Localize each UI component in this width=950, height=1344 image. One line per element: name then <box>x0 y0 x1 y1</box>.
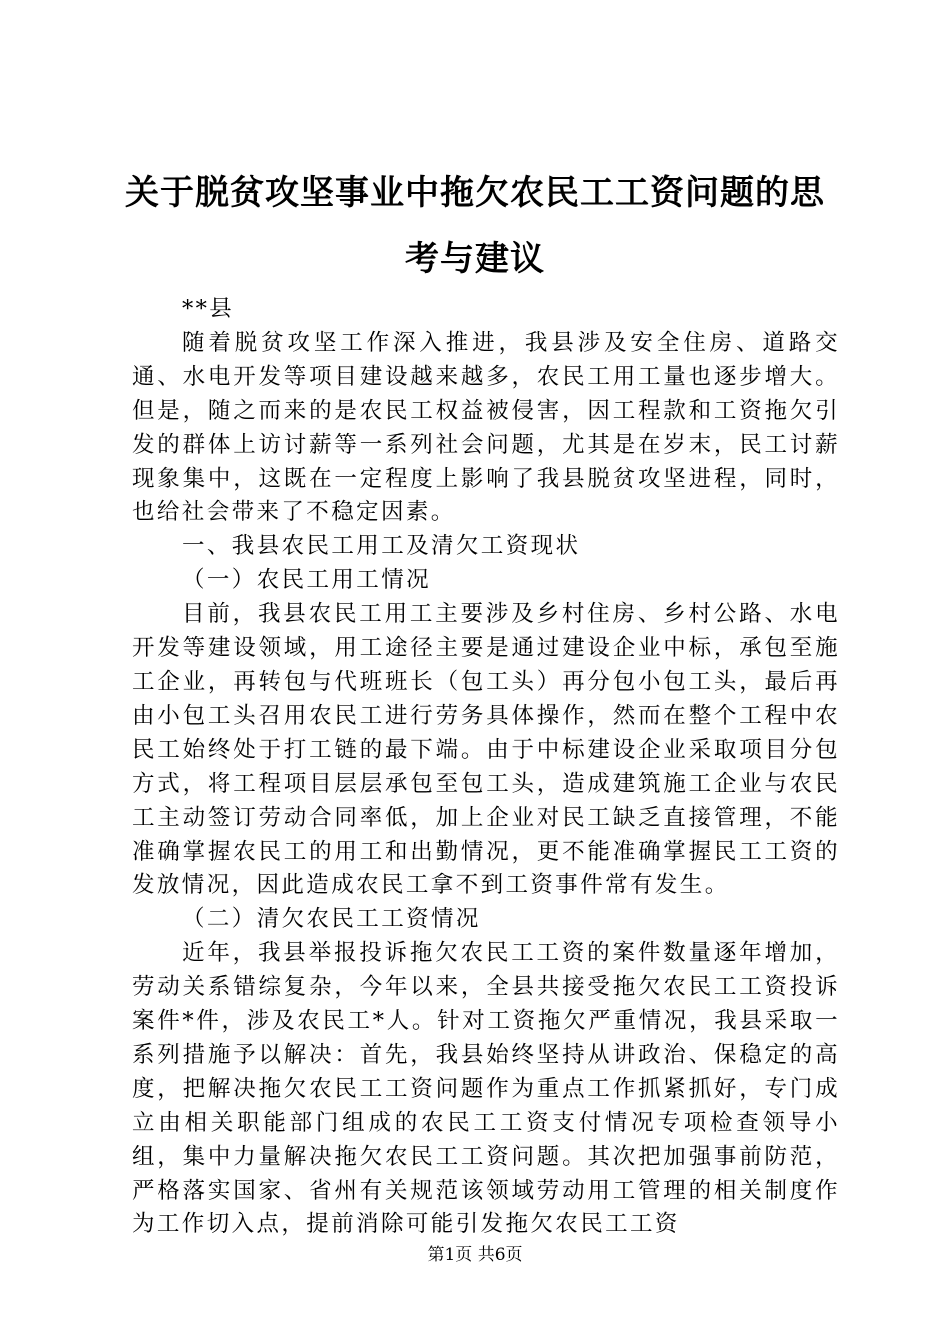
document-title <box>100 160 850 292</box>
subsection-heading-2: （二）清欠农民工工资情况 <box>182 906 481 933</box>
paragraph-wage-clearance: 近年，我县举报投诉拖欠农民工工资的案件数量逐年增加，劳动关系错综复杂，今年以来，全县共接受拖欠农民工工资投诉案件*件，涉及农民工*人。针对工资拖欠严重情况，我县采取一系列措施予以解决：首先，我县始终坚持从讲政治、保稳定的高度，把解决拖欠农民工工资问题作为重点工作抓紧抓好，专门成立由相关职能部门组成的农民工工资支付情况专项检查领导小组，集中力量解决拖欠农民工工资问题。其次把加强事前防范，严格落实国家、省州有关规范该领域劳动用工管理的相关制度作为工作切入点，提前消除可能引发拖欠农民工工资 <box>132 940 840 1238</box>
title-line-2: 考与建议 <box>405 239 545 279</box>
section-heading-1: 一、我县农民工用工及清欠工资现状 <box>182 533 581 560</box>
paragraph-employment: 目前，我县农民工用工主要涉及乡村住房、乡村公路、水电开发等建设领域，用工途径主要是通过建设企业中标，承包至施工企业，再转包与代班班长（包工头）再分包小包工头，最后再由小包工头召用农民工进行劳务具体操作，然而在整个工程中农民工始终处于打工链的最下端。由于中标建设企业采取项目分包方式，将工程项目层层承包至包工头，造成建筑施工企业与农民工主动签订劳动合同率低，加上企业对民工缺乏直接管理，不能准确掌握农民工的用工和出勤情况，更不能准确掌握民工工资的发放情况，因此造成农民工拿不到工资事件常有发生。 <box>132 601 840 899</box>
title-line-1: 关于脱贫攻坚事业中拖欠农民工工资问题的思 <box>125 173 825 213</box>
author-line: **县 <box>182 296 235 322</box>
document-body <box>132 293 840 1242</box>
paragraph-intro: 随着脱贫攻坚工作深入推进，我县涉及安全住房、道路交通、水电开发等项目建设越来越多，农民工用工量也逐步增大。但是，随之而来的是农民工权益被侵害，因工程款和工资拖欠引发的群体上访讨薪等一系列社会问题，尤其是在岁末，民工讨薪现象集中，这既在一定程度上影响了我县脱贫攻坚进程，同时，也给社会带来了不稳定因素。 <box>132 329 840 526</box>
subsection-heading-1: （一）农民工用工情况 <box>182 567 432 594</box>
page-footer: 第1页 共6页 <box>427 1245 523 1265</box>
